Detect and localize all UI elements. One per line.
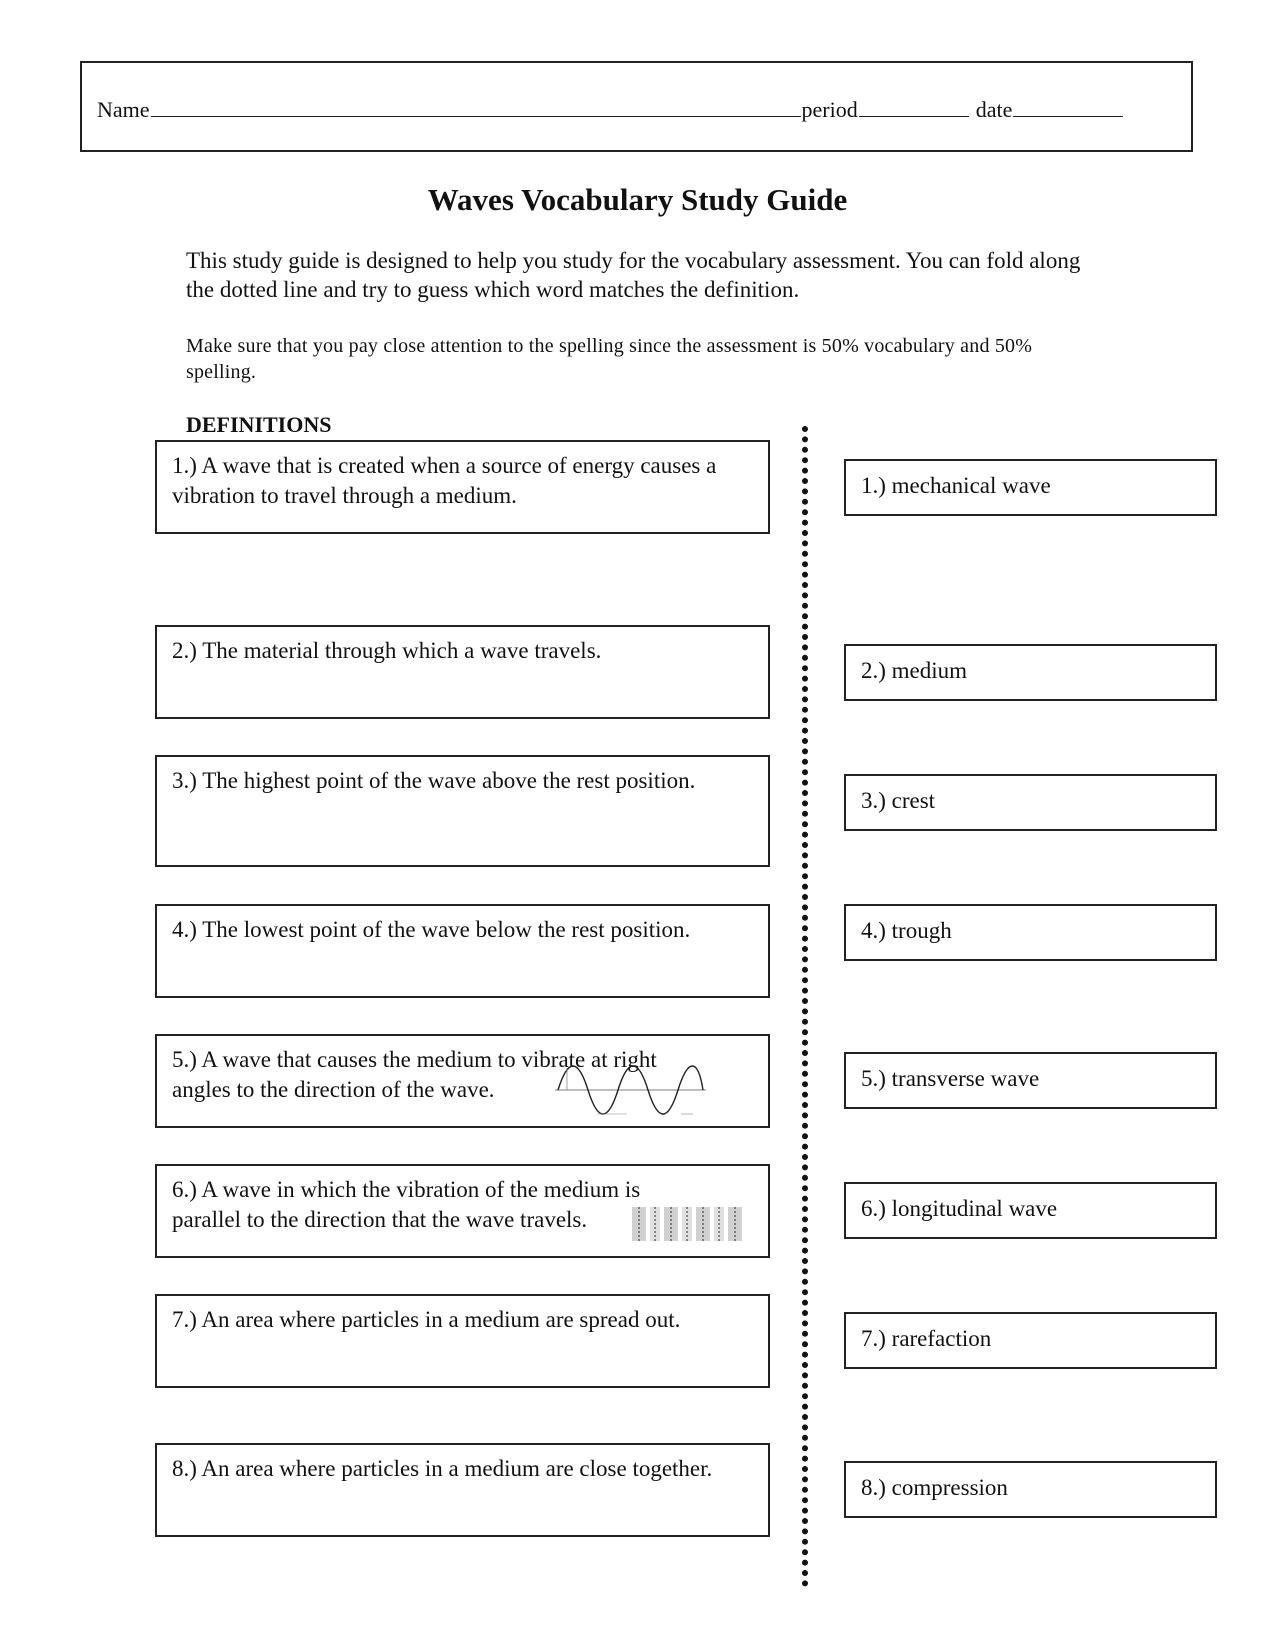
definition-text: 1.) A wave that is created when a source of energy causes a vibration to travel through a medium. — [172, 453, 717, 508]
student-info-box — [80, 61, 1193, 152]
definition-text: 7.) An area where particles in a medium are spread out. — [172, 1307, 681, 1332]
term-text: 4.) trough — [861, 918, 952, 943]
definition-text: 3.) The highest point of the wave above the rest position. — [172, 768, 696, 793]
intro-paragraph: This study guide is designed to help you study for the vocabulary assessment. You can fold along the dotted line and try to guess which word matches the definition. — [186, 248, 1081, 302]
name-label: Name — [97, 97, 150, 122]
term-text: 3.) crest — [861, 788, 936, 813]
term-box-5 — [844, 1052, 1217, 1109]
term-text: 2.) medium — [861, 658, 968, 683]
definition-text: 5.) A wave that causes the medium to vibrate at right angles to the direction of the wave. — [172, 1047, 657, 1102]
term-text: 6.) longitudinal wave — [861, 1196, 1058, 1221]
name-blank[interactable] — [151, 98, 801, 117]
definition-text: 2.) The material through which a wave travels. — [172, 638, 602, 663]
term-box-6 — [844, 1182, 1217, 1239]
period-blank[interactable] — [859, 98, 969, 117]
term-text: 8.) compression — [861, 1475, 1008, 1500]
term-text: 5.) transverse wave — [861, 1066, 1040, 1091]
definition-box-5 — [155, 1034, 770, 1128]
fold-dotted-line — [801, 425, 809, 1595]
term-box-1 — [844, 459, 1217, 516]
term-box-2 — [844, 644, 1217, 701]
page-title: Waves Vocabulary Study Guide — [427, 182, 848, 217]
definitions-heading: DEFINITIONS — [186, 412, 332, 437]
definition-box-7 — [155, 1294, 770, 1388]
spelling-note: Make sure that you pay close attention to the spelling since the assessment is 50% vocabulary and 50% spelling. — [186, 335, 1033, 383]
term-box-3 — [844, 774, 1217, 831]
definition-box-2 — [155, 625, 770, 719]
definition-box-4 — [155, 904, 770, 998]
definition-box-3 — [155, 755, 770, 867]
term-box-7 — [844, 1312, 1217, 1369]
transverse-wave-diagram-icon — [553, 1064, 708, 1120]
definition-text: 8.) An area where particles in a medium are close together. — [172, 1456, 713, 1481]
term-text: 7.) rarefaction — [861, 1326, 992, 1351]
date-blank[interactable] — [1013, 98, 1123, 117]
definition-box-1 — [155, 440, 770, 534]
period-label: period — [801, 97, 858, 122]
student-info-line — [97, 97, 1124, 123]
definition-text: 4.) The lowest point of the wave below the rest position. — [172, 917, 691, 942]
term-box-4 — [844, 904, 1217, 961]
term-box-8 — [844, 1461, 1217, 1518]
date-label: date — [975, 97, 1013, 122]
definition-text: 6.) A wave in which the vibration of the medium is parallel to the direction that the wave travels. — [172, 1177, 641, 1232]
definition-box-8 — [155, 1443, 770, 1537]
term-text: 1.) mechanical wave — [861, 473, 1051, 498]
longitudinal-wave-diagram-icon — [630, 1204, 745, 1244]
definition-box-6 — [155, 1164, 770, 1258]
